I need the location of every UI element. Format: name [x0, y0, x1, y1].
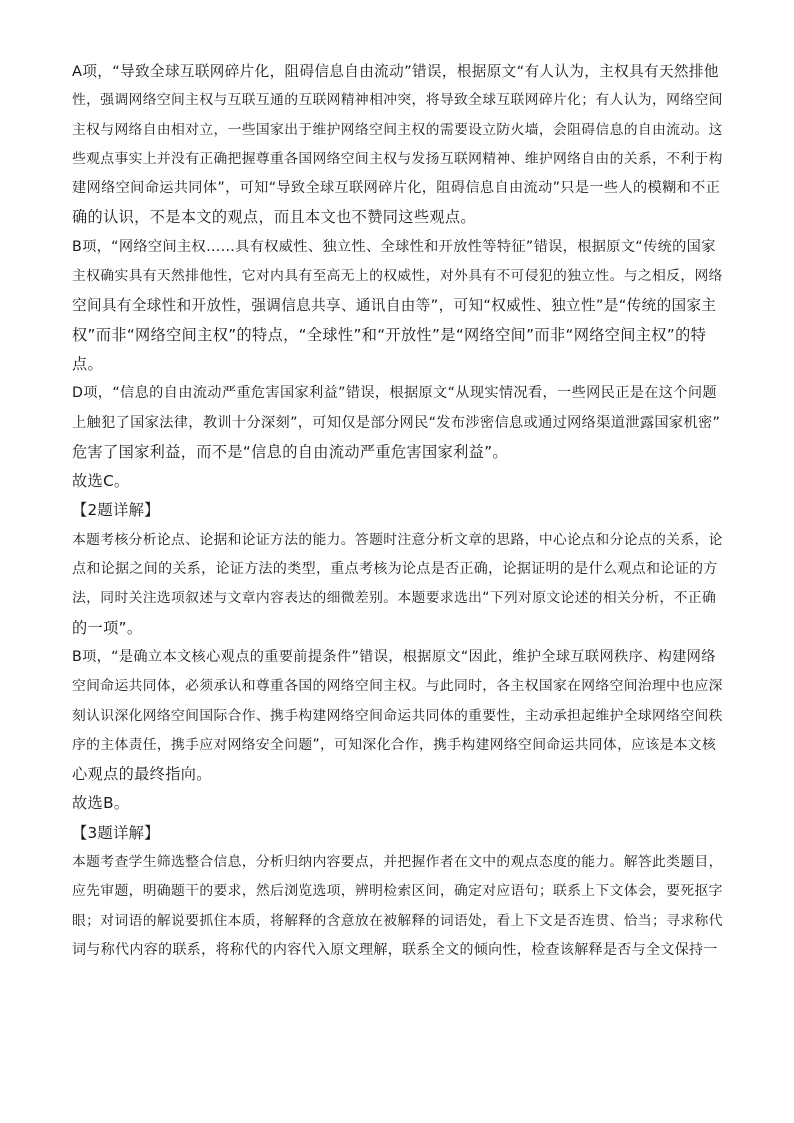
text-line: 危害了国家利益，而不是“信息的自由流动严重危害国家利益”。: [72, 442, 508, 461]
paragraph: [72, 233, 724, 379]
text-line: D项，“信息的自由流动严重危害国家利益”错误，根据原文“从现实情况看，一些网民正是在这个问题: [72, 385, 717, 402]
text-line: 故选B。: [72, 794, 130, 813]
section-heading: [72, 819, 724, 848]
text-line: 序的主体责任，携手应对网络安全问题”，可知深化合作，携手构建网络空间命运共同体，应该是本文核: [72, 736, 717, 753]
text-line: 权”而非“网络空间主权”的特点，“全球性”和“开放性”是“网络空间”而非“网络空间主权”的特: [72, 325, 707, 344]
text-line: 心观点的最终指向。: [72, 765, 212, 784]
text-line: 词与称代内容的联系，将称代的内容代入原文理解，联系全文的倾向性，检查该解释是否与全文保持一: [72, 941, 718, 958]
text-line: 本题考查学生筛选整合信息，分析归纳内容要点，并把握作者在文中的观点态度的能力。解答此类题目，: [72, 854, 723, 871]
paragraph: [72, 789, 724, 818]
text-line: 点和论据之间的关系，论证方法的类型，重点考核为论点是否正确，论据证明的是什么观点和论证的方: [72, 561, 718, 578]
text-line: 建网络空间命运共同体”，可知“导致全球互联网碎片化，阻碍信息自由流动”只是一些人的模糊和不正: [72, 180, 721, 197]
paragraph: [72, 643, 724, 789]
text-line: 主权确实具有天然排他性，它对内具有至高无上的权威性，对外具有不可侵犯的独立性。与之相反，网络: [72, 268, 723, 285]
text-line: 确的认识，不是本文的观点，而且本文也不赞同这些观点。: [72, 208, 476, 227]
text-line: 【2题详解】: [72, 501, 160, 520]
text-line: 些观点事实上并没有正确把握尊重各国网络空间主权与发扬互联网精神、维护网络自由的关系，不利于构: [72, 150, 723, 167]
text-line: 的一项”。: [72, 618, 143, 637]
text-line: 主权与网络自由相对立，一些国家出于维护网络空间主权的需要设立防火墙，会阻碍信息的自由流动。这: [72, 121, 723, 138]
text-line: 空间命运共同体，必须承认和尊重各国的网络空间主权。与此同时，各主权国家在网络空间治理中也应深: [72, 678, 723, 695]
text-line: B项，“网络空间主权……具有权威性、独立性、全球性和开放性等特征”错误，根据原文“传统的国家: [72, 238, 716, 255]
text-line: 【3题详解】: [72, 823, 160, 842]
text-line: 性，强调网络空间主权与互联互通的互联网精神相冲突，将导致全球互联网碎片化；有人认为，网络空间: [72, 92, 723, 109]
text-line: 应先审题，明确题干的要求，然后浏览选项，辨明检索区间，确定对应语句；联系上下文体会，要死抠字: [72, 883, 723, 900]
text-line: 刻认识深化网络空间国际合作、携手构建网络空间命运共同体的重要性，主动承担起维护全球网络空间秩: [72, 707, 723, 724]
text-line: 法，同时关注选项叙述与文章内容表达的细微差别。本题要求选出“下列对原文论述的相关分析，不正确: [72, 590, 717, 607]
text-line: 眼；对词语的解说要抓住本质，将解释的含意放在被解释的词语处，看上下文是否连贯、恰当；寻求称代: [72, 912, 723, 929]
document-page: [72, 57, 724, 965]
paragraph: [72, 848, 724, 965]
paragraph: [72, 467, 724, 496]
section-heading: [72, 496, 724, 525]
paragraph: [72, 379, 724, 467]
paragraph: [72, 57, 724, 233]
text-line: 点。: [72, 354, 104, 373]
text-line: 故选C。: [72, 472, 130, 491]
text-line: A项，“导致全球互联网碎片化，阻碍信息自由流动”错误，根据原文“有人认为，主权具有天然排他: [72, 63, 719, 80]
text-line: 空间具有全球性和开放性，强调信息共享、通讯自由等”，可知“权威性、独立性”是“传统的国家主: [72, 297, 717, 315]
text-line: 本题考核分析论点、论据和论证方法的能力。答题时注意分析文章的思路，中心论点和分论点的关系，论: [72, 531, 723, 548]
text-line: 上触犯了国家法律，教训十分深刻”，可知仅是部分网民“发布涉密信息或通过网络渠道泄露国家机密”: [72, 414, 721, 431]
text-line: B项，“是确立本文核心观点的重要前提条件”错误，根据原文“因此，维护全球互联网秩序、构建网络: [72, 648, 716, 665]
paragraph: [72, 526, 724, 643]
